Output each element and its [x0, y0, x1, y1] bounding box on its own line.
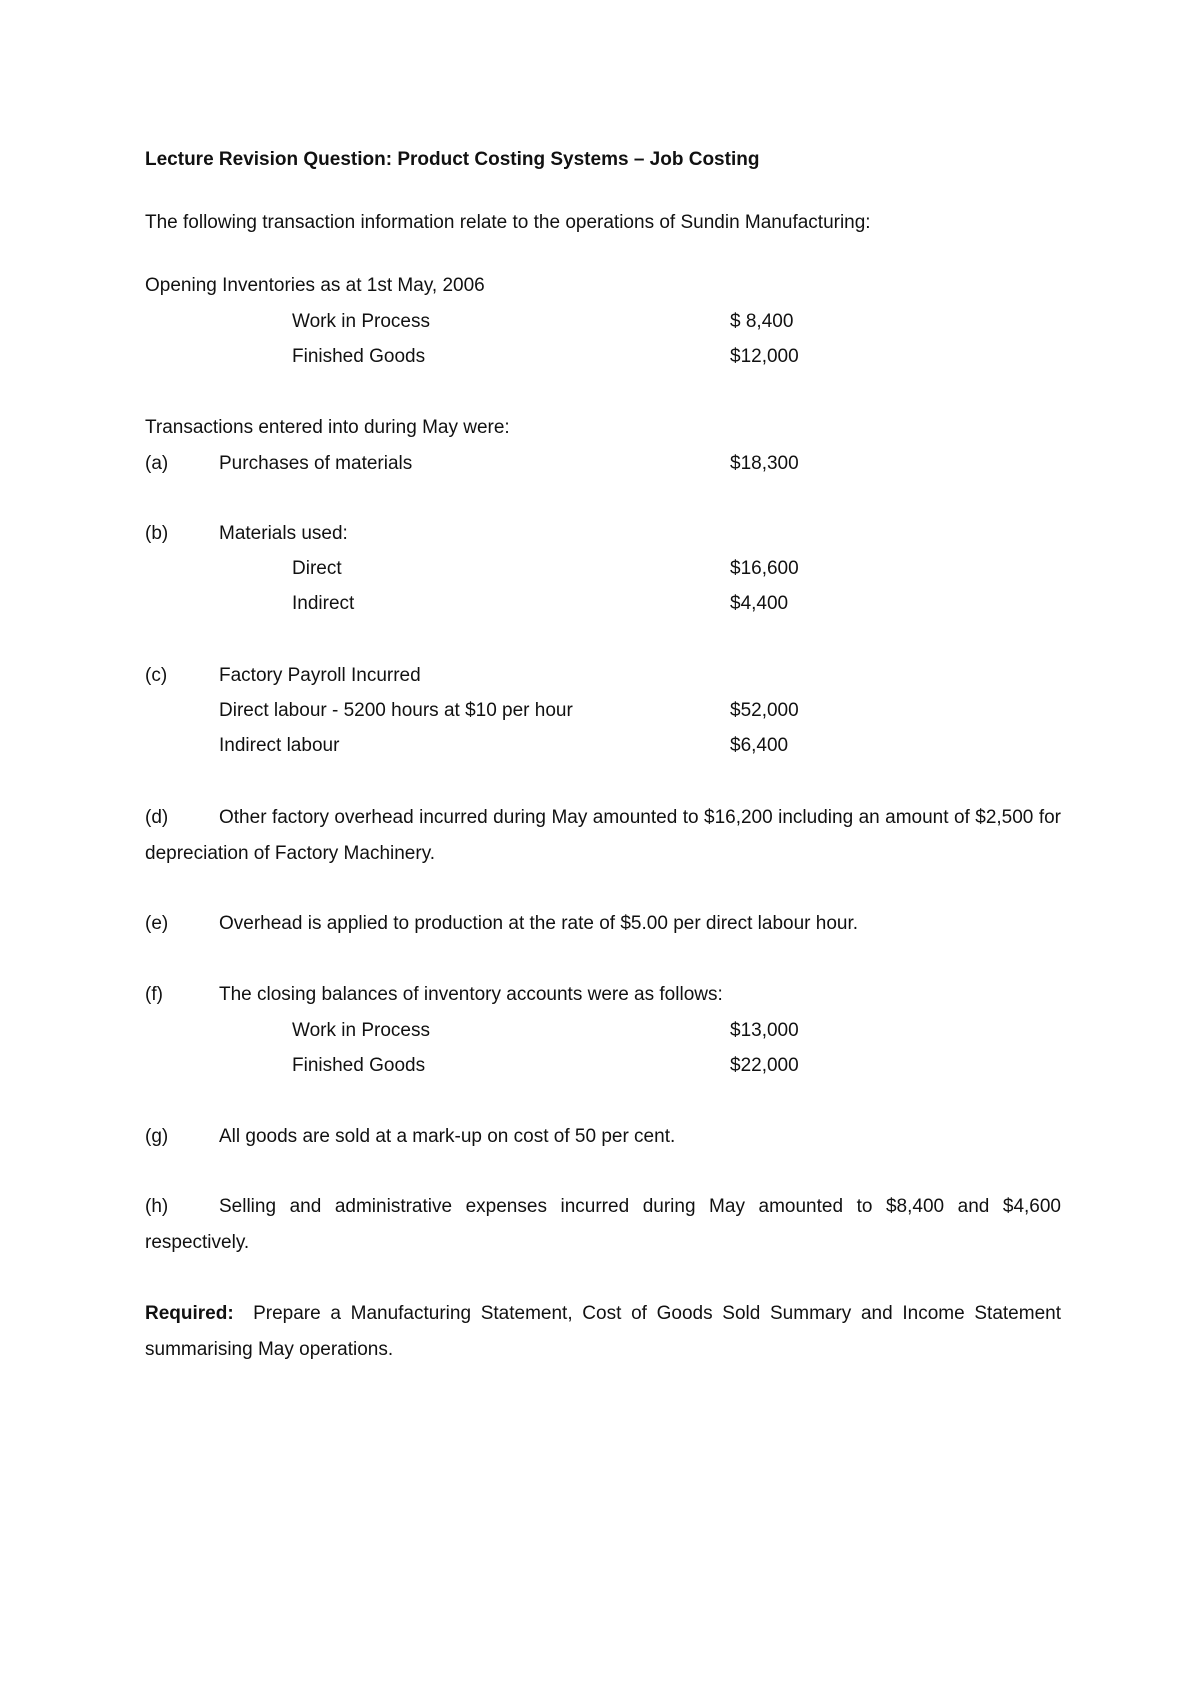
- item-a-amount: $18,300: [730, 453, 799, 474]
- opening-wip-amount: $ 8,400: [730, 311, 794, 332]
- item-d-text: Other factory overhead incurred during May amounted to $16,200 including an amount of $2,500 for depreciation of Factory Machinery.: [145, 807, 1061, 864]
- required-instruction: [145, 1296, 1061, 1368]
- item-b-indirect-label: Indirect: [292, 593, 355, 614]
- item-f-fg-amount: $22,000: [730, 1055, 799, 1076]
- item-f-wip-amount: $13,000: [730, 1020, 799, 1041]
- page-title: Lecture Revision Question: Product Costing Systems – Job Costing: [145, 149, 760, 170]
- item-c-label: (c): [145, 665, 168, 686]
- item-f-wip-label: Work in Process: [292, 1020, 430, 1041]
- required-label: Required:: [145, 1303, 234, 1324]
- opening-fg-label: Finished Goods: [292, 346, 426, 367]
- item-h-text: Selling and administrative expenses incurred during May amounted to $8,400 and $4,600 respectively.: [145, 1196, 1061, 1253]
- item-c-indirect-label: Indirect labour: [219, 735, 340, 756]
- opening-fg-amount: $12,000: [730, 346, 799, 367]
- item-f-text: The closing balances of inventory accounts were as follows:: [219, 984, 723, 1005]
- item-d: [145, 800, 1061, 872]
- item-c-text: Factory Payroll Incurred: [219, 665, 421, 686]
- required-text: Prepare a Manufacturing Statement, Cost of Goods Sold Summary and Income Statement summarising May operations.: [145, 1303, 1061, 1360]
- item-g-text: All goods are sold at a mark-up on cost of 50 per cent.: [219, 1126, 676, 1147]
- opening-wip-label: Work in Process: [292, 311, 430, 332]
- item-g: [145, 1119, 1061, 1155]
- item-f-fg-label: Finished Goods: [292, 1055, 426, 1076]
- intro-text: The following transaction information relate to the operations of Sundin Manufacturing:: [145, 212, 871, 233]
- item-b-direct-amount: $16,600: [730, 558, 799, 579]
- item-b-label: (b): [145, 523, 169, 544]
- item-b-text: Materials used:: [219, 523, 348, 544]
- item-d-label: (d): [145, 807, 169, 828]
- item-f-label: (f): [145, 984, 163, 1005]
- opening-inventories-heading: Opening Inventories as at 1st May, 2006: [145, 275, 485, 296]
- item-h: [145, 1189, 1061, 1261]
- item-e: [145, 906, 1061, 942]
- item-b-indirect-amount: $4,400: [730, 593, 789, 614]
- item-c-direct-label: Direct labour - 5200 hours at $10 per hour: [219, 700, 573, 721]
- transactions-heading: Transactions entered into during May were:: [145, 417, 510, 438]
- item-e-text: Overhead is applied to production at the rate of $5.00 per direct labour hour.: [219, 913, 859, 934]
- item-a-label: (a): [145, 453, 169, 474]
- item-c-direct-amount: $52,000: [730, 700, 799, 721]
- item-h-label: (h): [145, 1196, 169, 1217]
- item-a-text: Purchases of materials: [219, 453, 413, 474]
- item-e-label: (e): [145, 913, 169, 934]
- item-b-direct-label: Direct: [292, 558, 342, 579]
- item-c-indirect-amount: $6,400: [730, 735, 789, 756]
- item-g-label: (g): [145, 1126, 169, 1147]
